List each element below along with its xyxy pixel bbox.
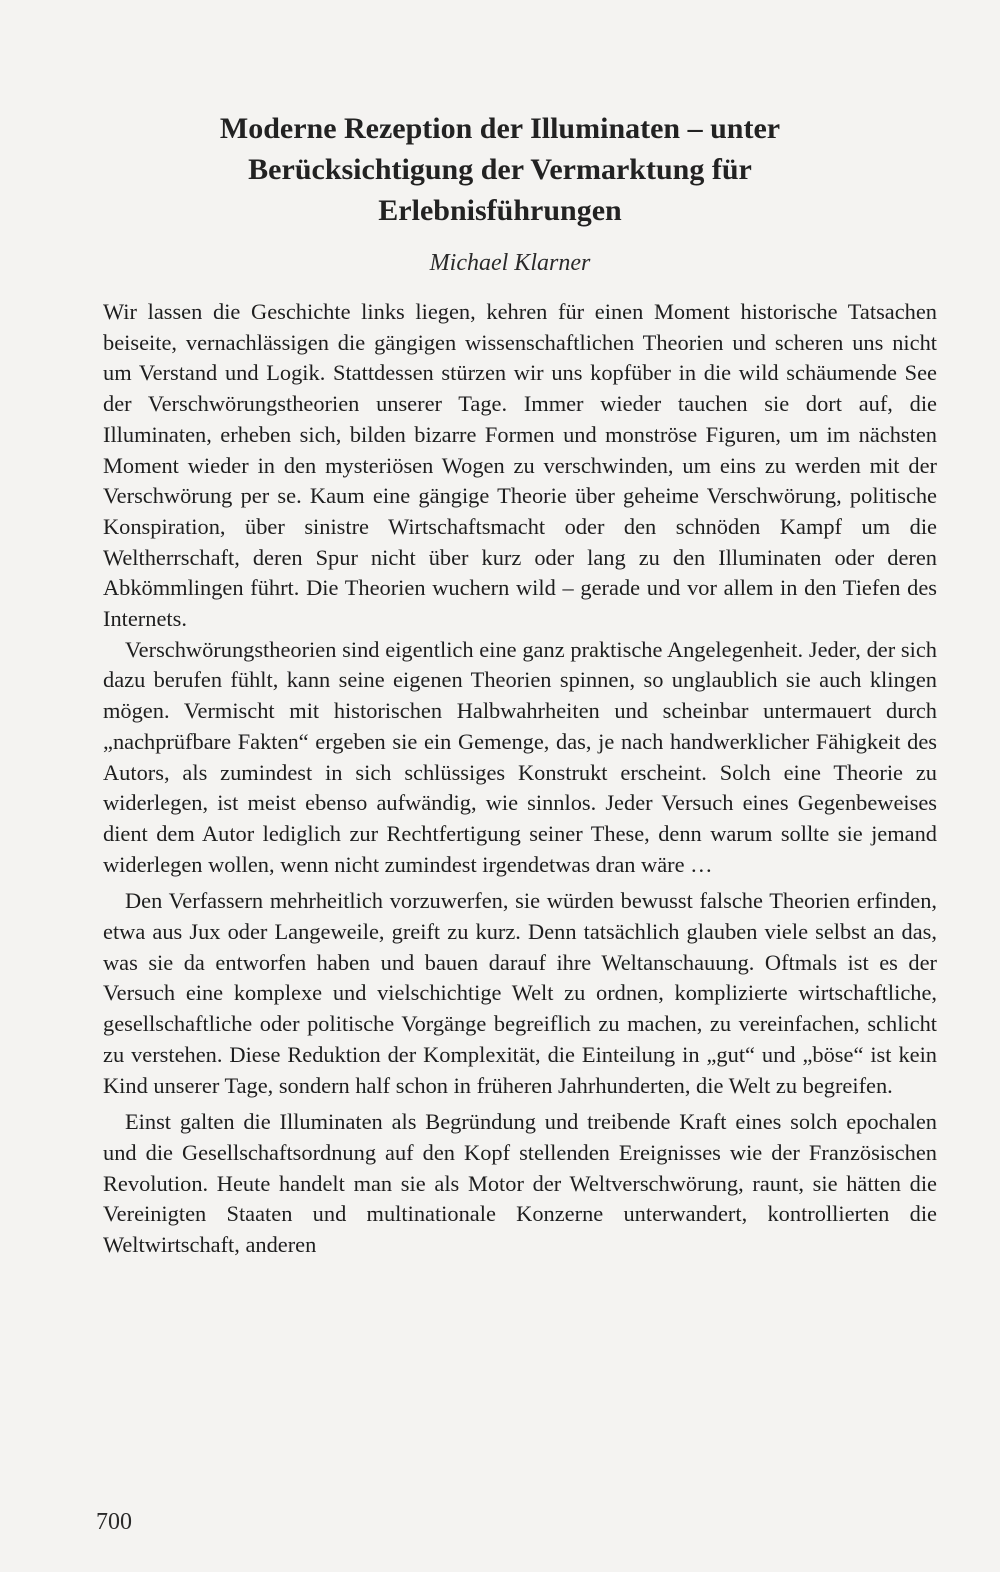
paragraph: Einst galten die Illuminaten als Begründung und treibende Kraft eines solch epochalen und die Gesellschaftsordnung auf den Kopf stellenden Ereignisses wie der Französischen Revolution. Heute handelt man sie als Motor der Weltverschwörung, raunt, sie hätten die Vereinigten Staaten und multinationale Konzerne unterwandert, kontrollierten die Weltwirtschaft, anderen <box>103 1109 937 1258</box>
paragraph: Den Verfassern mehrheitlich vorzuwerfen, sie würden bewusst falsche Theorien erfinden, etwa aus Jux oder Langeweile, greift zu kurz. Denn tatsächlich glauben viele selbst an das, was sie da entworfen haben und bauen darauf ihre Weltanschauung. Oftmals ist es der Versuch eine komplexe und vielschichtige Welt zu ordnen, komplizierte wirtschaftliche, gesellschaftliche oder politische Vorgänge begreiflich zu machen, zu vereinfachen, schlicht zu verstehen. Diese Reduktion der Komplexität, die Einteilung in „gut“ und „böse“ ist kein Kind unserer Tage, sondern half schon in früheren Jahrhunderten, die Welt zu begreifen. <box>103 888 937 1098</box>
paragraph: Verschwörungstheorien sind eigentlich eine ganz praktische Angelegenheit. Jeder, der sich dazu berufen fühlt, kann seine eigenen Theorien spinnen, so unglaublich sie auch klingen mögen. Vermischt mit historischen Halbwahrheiten und scheinbar untermauert durch „nachprüfbare Fakten“ ergeben sie ein Gemenge, das, je nach handwerklicher Fähigkeit des Autors, als zumindest in sich schlüssiges Konstrukt erscheint. Solch eine Theorie zu widerlegen, ist meist ebenso aufwändig, wie sinnlos. Jeder Versuch eines Gegenbeweises dient dem Autor lediglich zur Rechtfertigung seiner These, denn warum sollte sie jemand widerlegen wollen, wenn nicht zumindest irgendetwas dran wäre … <box>103 636 937 877</box>
article-title <box>110 108 890 231</box>
author-name: Michael Klarner <box>429 250 591 276</box>
title-line: Berücksichtigung der Vermarktung für <box>248 153 752 186</box>
article-body <box>103 297 937 1261</box>
title-line: Moderne Rezeption der Illuminaten – unter <box>219 112 781 145</box>
paragraph: Wir lassen die Geschichte links liegen, kehren für einen Moment historische Tatsachen beiseite, vernachlässigen die gängigen wissenschaftlichen Theorien und scheren uns nicht um Verstand und Logik. Stattdessen stürzen wir uns kopfüber in die wild schäumende See der Verschwörungstheorien unserer Tage. Immer wieder tauchen sie dort auf, die Illuminaten, erheben sich, bilden bizarre Formen und monströse Figuren, um im nächsten Moment wieder in den mysteriösen Wogen zu verschwinden, um eins zu werden mit der Verschwörung per se. Kaum eine gängige Theorie über geheime Verschwörung, politische Konspiration, über sinistre Wirtschaftsmacht oder den schnöden Kampf um die Weltherrschaft, deren Spur nicht über kurz oder lang zu den Illuminaten oder deren Abkömmlingen führt. Die Theorien wuchern wild – gerade und vor allem in den Tiefen des Internets. <box>103 299 937 632</box>
page-number: 700 <box>96 1509 132 1535</box>
title-line: Erlebnisführungen <box>378 194 622 227</box>
